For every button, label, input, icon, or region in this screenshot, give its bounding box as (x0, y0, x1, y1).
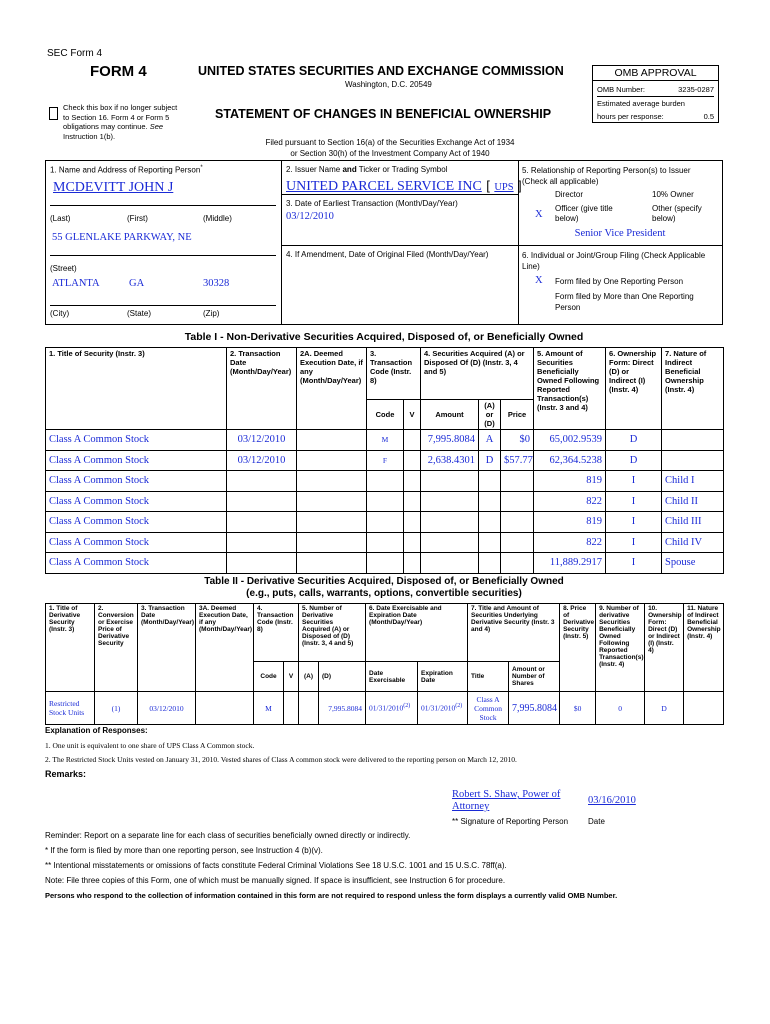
t1-h-nature: 7. Nature of Indirect Beneficial Ownership (Instr. 4) (662, 348, 724, 430)
street-label: (Street) (50, 264, 77, 273)
t2-h-title: 1. Title of Derivative Security (Instr. 3) (46, 604, 95, 692)
t1-cell-aord (479, 471, 501, 492)
t1-cell-price (501, 512, 534, 533)
t1-sub-amount: Amount (421, 400, 479, 430)
t2-row-form: D (645, 692, 684, 725)
t1-cell-amount (421, 491, 479, 512)
t1-cell-price (501, 471, 534, 492)
t1-cell-date (227, 491, 297, 512)
table1-row (46, 512, 724, 533)
t1-cell-date: 03/12/2010 (227, 430, 297, 451)
t1-h-date: 2. Transaction Date (Month/Day/Year) (227, 348, 297, 430)
t1-cell-date (227, 512, 297, 533)
t1-cell-code (367, 471, 404, 492)
table1-row (46, 430, 724, 451)
t2-h-code: 4. Transaction Code (Instr. 8) (254, 604, 299, 662)
middle-label: (Middle) (203, 214, 232, 223)
t2-row-title: Restricted Stock Units (46, 692, 95, 725)
t1-cell-owned: 822 (534, 532, 606, 553)
t1-cell-code: M (367, 430, 404, 451)
note-omb-notice: Persons who respond to the collection of information contained in this form are not required to respond unless the form displays a currently valid OMB Number. (45, 891, 618, 900)
t2-sub-exercisable: Date Exercisable (366, 662, 418, 692)
t1-cell-amount (421, 553, 479, 574)
t2-h-deemed: 3A. Deemed Execution Date, if any (Month/Day/Year) (196, 604, 254, 692)
t1-cell-title: Class A Common Stock (46, 450, 227, 471)
hours-value: 0.5 (703, 112, 714, 121)
omb-number-label: OMB Number: (597, 85, 645, 94)
t1-cell-amount: 7,995.8084 (421, 430, 479, 451)
t2-row (46, 692, 724, 725)
t1-cell-nature: Spouse (662, 553, 724, 574)
t1-sub-price: Price (501, 400, 534, 430)
omb-title: OMB APPROVAL (593, 66, 718, 81)
t1-cell-owned: 822 (534, 491, 606, 512)
t1-cell-owned: 11,889.2917 (534, 553, 606, 574)
amendment-label: 4. If Amendment, Date of Original Filed (Month/Day/Year) (286, 250, 489, 259)
reporting-person-name[interactable]: MCDEVITT JOHN J (53, 180, 174, 195)
t1-cell-date: 03/12/2010 (227, 450, 297, 471)
t1-cell-amount: 2,638.4301 (421, 450, 479, 471)
t1-cell-nature: Child II (662, 491, 724, 512)
t1-cell-price: $0 (501, 430, 534, 451)
t2-h-owned: 9. Number of derivative Securities Beneficially Owned Following Reported Transaction(s) (Instr. 4) (596, 604, 645, 692)
sec-form-label: SEC Form 4 (47, 48, 103, 59)
t1-cell-title: Class A Common Stock (46, 491, 227, 512)
signer-name[interactable]: Robert S. Shaw, Power of Attorney (452, 789, 561, 812)
no-longer-subject-checkbox[interactable] (49, 107, 58, 120)
street-address: 55 GLENLAKE PARKWAY, NE (52, 232, 192, 243)
explanation-label: Explanation of Responses: (45, 726, 148, 735)
table1-title: Table I - Non-Derivative Securities Acquired, Disposed of, or Beneficially Owned (184, 331, 584, 343)
director-option: Director (555, 190, 584, 199)
table1-row (46, 553, 724, 574)
t1-cell-owned: 62,364.5238 (534, 450, 606, 471)
t1-cell-amount (421, 471, 479, 492)
table2 (45, 603, 724, 725)
t2-sub-a: (A) (299, 662, 319, 692)
t1-cell-form: I (606, 553, 662, 574)
issuer-name-row: UNITED PARCEL SERVICE INC [ UPS ] (286, 178, 522, 194)
explanation-1: 1. One unit is equivalent to one share of UPS Class A Common stock. (45, 741, 255, 750)
table2-title-block (45, 576, 723, 600)
first-label: (First) (127, 214, 148, 223)
state-value: GA (129, 278, 145, 289)
table1-row (46, 450, 724, 471)
t1-cell-code: F (367, 450, 404, 471)
t1-cell-form: I (606, 491, 662, 512)
t1-cell-price (501, 532, 534, 553)
t1-cell-date (227, 553, 297, 574)
t1-cell-form: I (606, 471, 662, 492)
table1-row (46, 532, 724, 553)
t1-cell-title: Class A Common Stock (46, 512, 227, 533)
hours-label: hours per response: (597, 112, 664, 121)
t2-h-exercisable: 6. Date Exercisable and Expiration Date (Month/Day/Year) (366, 604, 468, 662)
one-person-check-mark[interactable]: X (535, 275, 543, 286)
t1-cell-owned: 819 (534, 471, 606, 492)
t2-h-underlying: 7. Title and Amount of Securities Underlying Derivative Security (Instr. 3 and 4) (468, 604, 560, 662)
one-person-option: Form filed by One Reporting Person (555, 277, 684, 286)
t2-h-number: 5. Number of Derivative Securities Acquired (A) or Disposed of (D) (Instr. 3, 4 and 5) (299, 604, 366, 662)
t1-cell-aord: D (479, 450, 501, 471)
ten-percent-option: 10% Owner (652, 190, 694, 199)
t2-sub-amount: Amount or Number of Shares (509, 662, 560, 692)
table2-title: Table II - Derivative Securities Acquired, Disposed of, or Beneficially Owned (204, 576, 564, 587)
t1-h-owned: 5. Amount of Securities Beneficially Owned Following Reported Transaction(s) (Instr. 3 and 4) (534, 348, 606, 430)
t1-cell-nature: Child III (662, 512, 724, 533)
officer-check-mark[interactable]: X (535, 209, 543, 220)
multi-person-option: Form filed by More than One Reporting Person (555, 292, 694, 312)
relationship-label: 5. Relationship of Reporting Person(s) to Issuer (Check all applicable) (522, 166, 691, 186)
statement-title: STATEMENT OF CHANGES IN BENEFICIAL OWNERSHIP (215, 107, 552, 121)
last-label: (Last) (50, 214, 71, 223)
t1-sub-code: Code (367, 400, 404, 430)
t2-row-exercisable: 01/31/2010$^{(2)}$ (366, 692, 418, 725)
t1-cell-aord (479, 512, 501, 533)
t1-cell-form: D (606, 430, 662, 451)
officer-option: Officer (give title below) (555, 204, 613, 223)
t2-row-underlying-title: Class A Common Stock (468, 692, 509, 725)
t1-cell-title: Class A Common Stock (46, 553, 227, 574)
t1-h-title: 1. Title of Security (Instr. 3) (46, 348, 227, 430)
table1 (45, 347, 724, 574)
note-reminder: Reminder: Report on a separate line for each class of securities beneficially owned directly or indirectly. (45, 831, 411, 840)
note-multiple-persons: * If the form is filed by more than one reporting person, see Instruction 4 (b)(v). (45, 846, 323, 855)
t2-h-form: 10. Ownership Form: Direct (D) or Indirect (I) (Instr. 4) (645, 604, 684, 692)
note-copies: Note: File three copies of this Form, one of which must be manually signed. If space is insufficient, see Instruction 6 for procedure. (45, 876, 506, 885)
t1-cell-owned: 65,002.9539 (534, 430, 606, 451)
checkbox-instructions: Check this box if no longer subject to Section 16. Form 4 or Form 5 obligations may continue. See Instruction 1(b). (63, 103, 178, 141)
remarks-label: Remarks: (45, 769, 87, 779)
issuer-label: 2. Issuer Name and Ticker or Trading Symbol (286, 165, 448, 174)
t1-h-code: 3. Transaction Code (Instr. 8) (367, 348, 421, 400)
t1-cell-title: Class A Common Stock (46, 532, 227, 553)
reporting-person-label: 1. Name and Address of Reporting Person* (50, 165, 203, 175)
t1-cell-date (227, 532, 297, 553)
note-misstatements: ** Intentional misstatements or omissions of facts constitute Federal Criminal Violations See 18 U.S.C. 1001 and 15 U.S.C. 78ff(a). (45, 861, 507, 870)
t2-row-d: 7,995.8084 (319, 692, 366, 725)
form-number: FORM 4 (90, 63, 147, 80)
omb-number-value: 3235-0287 (678, 85, 714, 94)
t1-cell-price: $57.77 (501, 450, 534, 471)
issuer-ticker[interactable]: UPS (494, 182, 514, 193)
t1-cell-aord (479, 532, 501, 553)
table1-row (46, 471, 724, 492)
t1-cell-form: I (606, 532, 662, 553)
t2-sub-expiration: Expiration Date (418, 662, 468, 692)
t1-cell-aord: A (479, 430, 501, 451)
t1-cell-form: D (606, 450, 662, 471)
t2-sub-v: V (284, 662, 299, 692)
t1-cell-nature (662, 430, 724, 451)
t2-row-owned: 0 (596, 692, 645, 725)
table2-subtitle: (e.g., puts, calls, warrants, options, convertible securities) (246, 588, 522, 599)
t1-cell-code (367, 532, 404, 553)
t2-row-conv: (1) (95, 692, 138, 725)
t2-sub-d: (D) (319, 662, 366, 692)
issuer-name[interactable]: UNITED PARCEL SERVICE INC (286, 179, 482, 194)
t1-sub-v: V (404, 400, 421, 430)
city-value: ATLANTA (52, 278, 100, 289)
omb-approval-box (592, 65, 719, 123)
t1-cell-code (367, 553, 404, 574)
earliest-transaction-date: 03/12/2010 (286, 211, 334, 222)
explanation-2: 2. The Restricted Stock Units vested on January 31, 2010. Vested shares of Class A common stock were delivered to the reporting person on March 12, 2010. (45, 755, 517, 764)
t1-cell-nature: Child IV (662, 532, 724, 553)
t2-sub-code: Code (254, 662, 284, 692)
other-option: Other (specify below) (652, 204, 702, 223)
zip-value: 30328 (203, 278, 230, 289)
t2-row-price: $0 (560, 692, 596, 725)
t2-h-conv: 2. Conversion or Exercise Price of Derivative Security (95, 604, 138, 692)
t2-row-underlying-amount: 7,995.8084 (509, 692, 560, 725)
t1-h-form: 6. Ownership Form: Direct (D) or Indirect (I) (Instr. 4) (606, 348, 662, 430)
t2-sub-title: Title (468, 662, 509, 692)
t2-h-date: 3. Transaction Date (Month/Day/Year) (138, 604, 196, 692)
t1-sub-aord: (A) or (D) (479, 400, 501, 430)
date-label: Date (588, 817, 605, 826)
t1-cell-amount (421, 532, 479, 553)
t1-cell-title: Class A Common Stock (46, 471, 227, 492)
table1-row (46, 491, 724, 512)
t1-cell-date (227, 471, 297, 492)
t1-cell-title: Class A Common Stock (46, 430, 227, 451)
t1-cell-nature: Child I (662, 471, 724, 492)
t1-cell-aord (479, 553, 501, 574)
signature-label: ** Signature of Reporting Person (452, 817, 569, 826)
agency-location: Washington, D.C. 20549 (345, 80, 432, 89)
state-label: (State) (127, 309, 152, 318)
filing-type-label: 6. Individual or Joint/Group Filing (Check Applicable Line) (522, 251, 706, 271)
t1-cell-price (501, 553, 534, 574)
agency-title: UNITED STATES SECURITIES AND EXCHANGE COMMISSION (198, 64, 564, 78)
t1-h-acquired: 4. Securities Acquired (A) or Disposed Of (D) (Instr. 3, 4 and 5) (421, 348, 534, 400)
t2-row-date: 03/12/2010 (138, 692, 196, 725)
t2-h-price: 8. Price of Derivative Security (Instr. 5) (560, 604, 596, 692)
t1-cell-aord (479, 491, 501, 512)
t1-h-deemed: 2A. Deemed Execution Date, if any (Month/Day/Year) (297, 348, 367, 430)
filed-pursuant: Filed pursuant to Section 16(a) of the Securities Exchange Act of 1934 or Section 30(h) of the Investment Company Act of 1940 (265, 138, 515, 158)
earliest-transaction-label: 3. Date of Earliest Transaction (Month/Day/Year) (286, 199, 458, 208)
t1-cell-amount (421, 512, 479, 533)
t2-row-expiration: 01/31/2010$^{(2)}$ (418, 692, 468, 725)
city-label: (City) (50, 309, 70, 318)
officer-title: Senior Vice President (574, 228, 666, 239)
t1-cell-form: I (606, 512, 662, 533)
t1-cell-price (501, 491, 534, 512)
zip-label: (Zip) (203, 309, 220, 318)
t2-h-nature: 11. Nature of Indirect Beneficial Ownership (Instr. 4) (684, 604, 724, 692)
signature-date: 03/16/2010 (588, 795, 636, 806)
t1-cell-code (367, 512, 404, 533)
t2-row-code: M (254, 692, 284, 725)
t1-cell-nature (662, 450, 724, 471)
t1-cell-code (367, 491, 404, 512)
t1-cell-owned: 819 (534, 512, 606, 533)
burden-label: Estimated average burden (597, 99, 685, 108)
